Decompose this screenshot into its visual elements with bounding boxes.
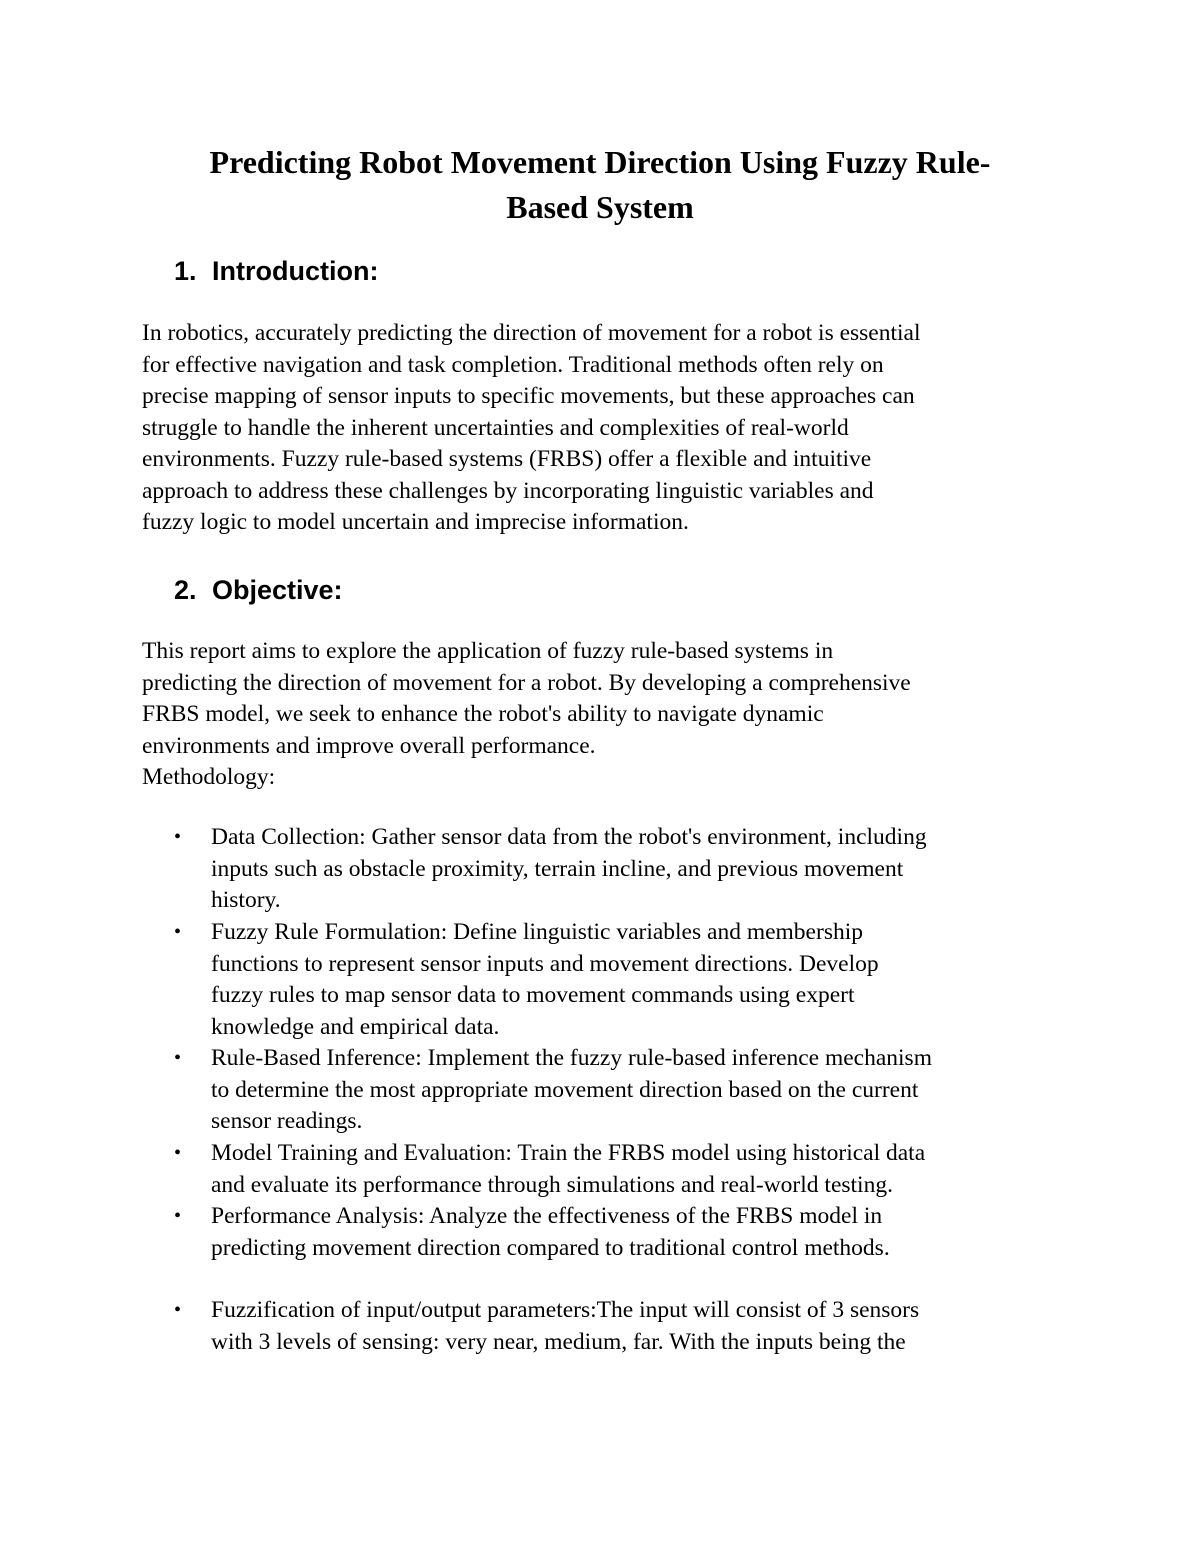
section-heading-objective: [174, 572, 343, 608]
text-line: and evaluate its performance through simulations and real-world testing.: [211, 1171, 893, 1198]
text-line: to determine the most appropriate movement direction based on the current: [211, 1076, 919, 1103]
title-line: Predicting Robot Movement Direction Using Fuzzy Rule-: [209, 144, 991, 180]
bullet-icon: •: [174, 826, 182, 848]
section-number: 2.: [174, 575, 197, 605]
section-heading-introduction: [174, 253, 378, 289]
list-item: [174, 1295, 1081, 1358]
text-line: inputs such as obstacle proximity, terrain incline, and previous movement: [211, 855, 904, 882]
text-line: approach to address these challenges by incorporating linguistic variables and: [142, 477, 874, 504]
text-line: knowledge and empirical data.: [211, 1013, 500, 1040]
introduction-paragraph: [142, 318, 1077, 539]
text-line: for effective navigation and task completion. Traditional methods often rely on: [142, 351, 884, 378]
objective-paragraph: [142, 636, 1077, 794]
list-item: [174, 917, 1081, 1043]
text-line: This report aims to explore the application of fuzzy rule-based systems in: [142, 638, 834, 664]
text-line: Rule-Based Inference: Implement the fuzzy rule-based inference mechanism: [211, 1045, 932, 1071]
text-line: fuzzy logic to model uncertain and imprecise information.: [142, 509, 689, 535]
document-title: [120, 140, 1080, 230]
text-line: environments and improve overall performance.: [142, 732, 596, 759]
methodology-label: Methodology:: [142, 764, 276, 790]
section-heading-text: Introduction:: [212, 256, 379, 286]
title-line: Based System: [506, 189, 694, 225]
text-line: predicting the direction of movement for a robot. By developing a comprehensive: [142, 669, 911, 696]
bullet-icon: •: [174, 1142, 182, 1164]
list-item: [174, 1201, 1081, 1264]
list-item: [174, 822, 1081, 917]
section-heading-text: Objective:: [212, 575, 343, 605]
text-line: fuzzy rules to map sensor data to movement commands using expert: [211, 982, 855, 1008]
text-line: Performance Analysis: Analyze the effectiveness of the FRBS model in: [211, 1203, 883, 1229]
text-line: history.: [211, 887, 281, 913]
list-item: [174, 1043, 1081, 1138]
text-line: In robotics, accurately predicting the direction of movement for a robot is essential: [142, 320, 921, 346]
text-line: Model Training and Evaluation: Train the FRBS model using historical data: [211, 1140, 926, 1166]
text-line: sensor readings.: [211, 1108, 363, 1134]
bullet-icon: •: [174, 1047, 182, 1069]
text-line: with 3 levels of sensing: very near, medium, far. With the inputs being the: [211, 1328, 906, 1355]
text-line: environments. Fuzzy rule-based systems (FRBS) offer a flexible and intuitive: [142, 446, 872, 472]
text-line: Data Collection: Gather sensor data from the robot's environment, including: [211, 824, 927, 850]
text-line: functions to represent sensor inputs and movement directions. Develop: [211, 950, 879, 977]
bullet-icon: •: [174, 921, 182, 943]
text-line: FRBS model, we seek to enhance the robot's ability to navigate dynamic: [142, 701, 824, 727]
text-line: precise mapping of sensor inputs to specific movements, but these approaches can: [142, 383, 915, 409]
list-item: [174, 1138, 1081, 1201]
text-line: predicting movement direction compared to traditional control methods.: [211, 1234, 890, 1261]
bullet-icon: •: [174, 1299, 182, 1321]
text-line: struggle to handle the inherent uncertainties and complexities of real-world: [142, 414, 849, 441]
section-number: 1.: [174, 256, 197, 286]
bullet-icon: •: [174, 1205, 182, 1227]
text-line: Fuzzification of input/output parameters:The input will consist of 3 sensors: [211, 1297, 920, 1323]
text-line: Fuzzy Rule Formulation: Define linguistic variables and membership: [211, 919, 863, 945]
